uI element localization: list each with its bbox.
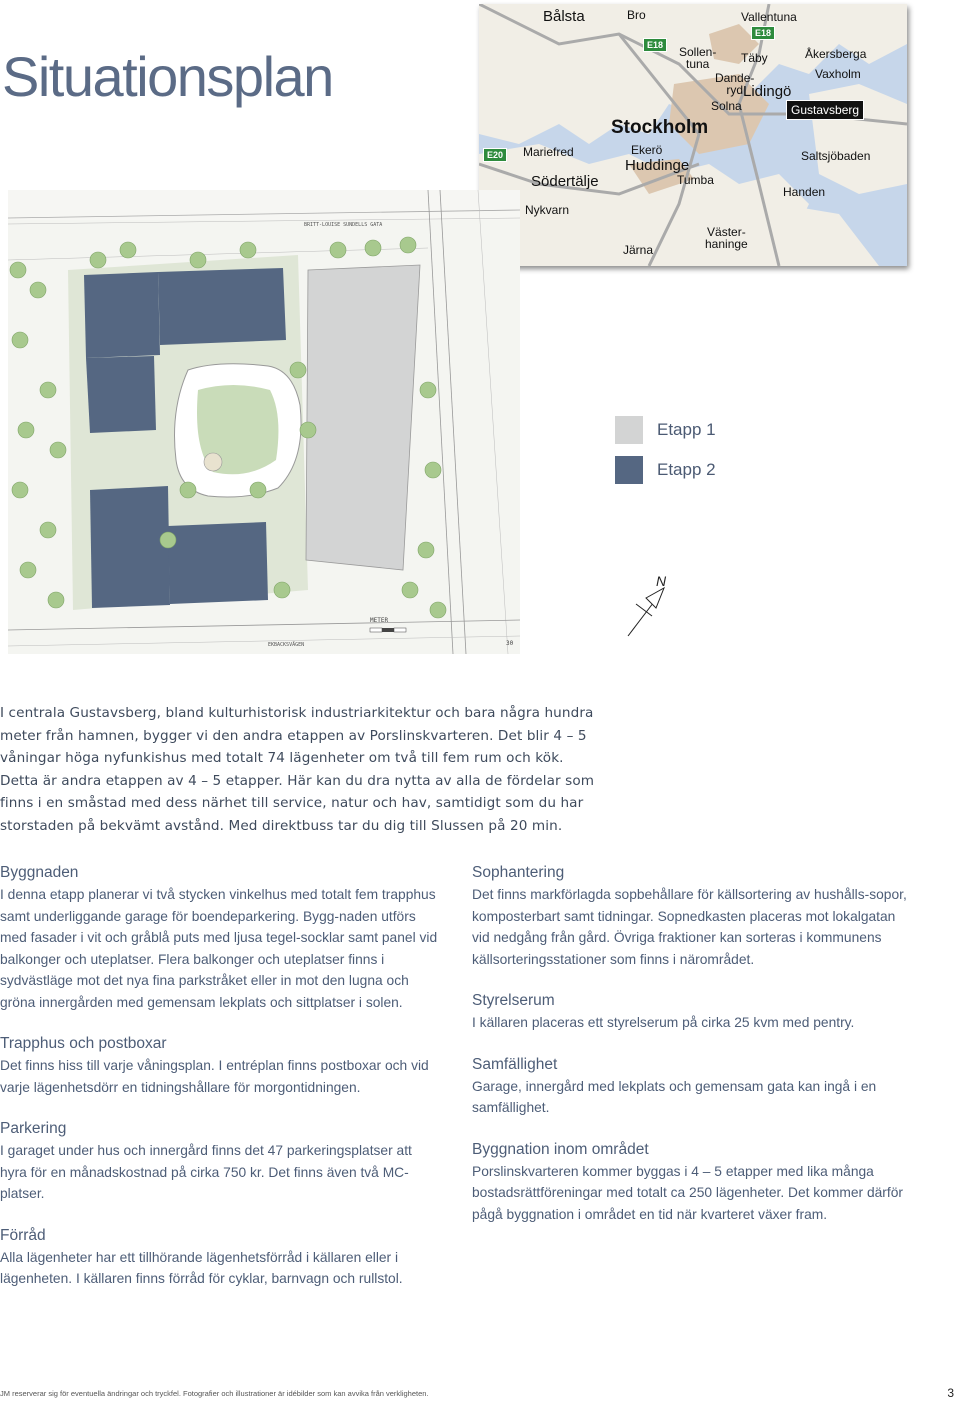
intro-paragraph: I centrala Gustavsberg, bland kulturhistorisk industriarkitektur och bara några hundra meter från hamnen, bygger vi den andra etappen av Porslinskvarteren. Det blir 4 – 5 våningar höga nyfunkishus med totalt 74 lägenheter om två till fem rum och kök. Detta är andra etappen av 4 – 5 etapper. Här kan du dra nytta av alla de fördelar som finns i en småstad med dess närhet till service, natur och hav, samtidigt som du har storstaden på bekvämt avstånd. Med direktbuss tar du dig till Slussen på 20 min. — [0, 705, 595, 834]
region-map — [479, 4, 907, 266]
scale-max: 30 — [506, 640, 514, 647]
tree-icon — [425, 462, 441, 478]
tree-icon — [160, 532, 176, 548]
section-heading: Samfällighet — [472, 1055, 558, 1073]
tree-icon — [274, 582, 290, 598]
tree-icon — [12, 482, 28, 498]
site-plan — [8, 190, 520, 654]
section-styrelserum — [472, 990, 908, 1034]
map-place-label: Södertälje — [531, 173, 599, 190]
road-badge: E20 — [483, 148, 507, 162]
map-place-label: Bro — [627, 8, 646, 22]
map-place-label: Dande- ryd — [715, 71, 755, 97]
map-place-label: Täby — [741, 51, 768, 65]
map-place-label: Vaxholm — [815, 67, 861, 81]
map-place-label: Bålsta — [543, 8, 585, 25]
section-body: I denna etapp planerar vi två stycken vinkelhus med totalt fem trapphus samt underliggande garage för boendeparkering. Bygg-naden utförs med fasader i vit och gråblå puts med ljusa tegel-socklar samt panel vid balkonger och uteplatser. Flera balkonger och uteplatser finns i sydvästläge mot det nya fina parkstråket eller in mot den lugna och gröna innergården med gemensam lekplats och sittplatser i solen. — [0, 887, 438, 1010]
gustavsberg-marker: Gustavsberg — [786, 100, 864, 120]
legend-etapp-2 — [615, 456, 716, 484]
tree-icon — [418, 542, 434, 558]
map-place-label: Huddinge — [625, 157, 690, 174]
map-place-label: Ekerö — [631, 143, 663, 157]
tree-icon — [10, 262, 26, 278]
section-parkering — [0, 1118, 440, 1205]
tree-icon — [402, 582, 418, 598]
tree-icon — [90, 252, 106, 268]
map-place-label: Saltsjöbaden — [801, 149, 871, 163]
page-title: Situationsplan — [2, 45, 333, 108]
map-place-label: Solna — [711, 99, 742, 113]
section-heading: Sophantering — [472, 864, 565, 881]
street-label: BRITT-LOUISE SUNDELLS GATA — [304, 222, 383, 228]
legend-label: Etapp 1 — [657, 420, 716, 439]
section-heading: Trapphus och postboxar — [0, 1035, 167, 1052]
tree-icon — [365, 240, 381, 256]
road-badge: E18 — [643, 38, 667, 52]
section-heading: Byggnation inom området — [472, 1140, 649, 1158]
map-place-label: Mariefred — [523, 145, 574, 159]
site-plan-drawing — [8, 190, 520, 654]
tree-icon — [180, 482, 196, 498]
map-place-label: Tumba — [677, 173, 714, 187]
tree-icon — [330, 242, 346, 258]
tree-icon — [40, 382, 56, 398]
north-arrow-icon — [616, 568, 676, 644]
tree-icon — [420, 382, 436, 398]
legend-etapp-1 — [615, 416, 716, 444]
section-heading: Parkering — [0, 1120, 67, 1137]
north-label: N — [656, 573, 667, 589]
section-body: Det finns hiss till varje våningsplan. I entréplan finns postboxar och vid varje lägenhetsdörr en tidningshållare för morgontidningen. — [0, 1058, 429, 1095]
map-place-label: Åkersberga — [805, 47, 867, 61]
map-place-label: Handen — [783, 185, 826, 199]
section-body: Alla lägenheter har ett tillhörande lägenhetsförråd i källaren eller i lägenheten. I källaren finns förråd för cyklar, barnvagn och rullstol. — [0, 1249, 403, 1286]
tree-icon — [40, 522, 56, 538]
section-body: Det finns markförlagda sopbehållare för källsortering av hushålls-sopor, komposterbart samt tidningar. Sopnedkasten placeras mot lokalgatan vid nedgång från gård. Övriga fraktioner kan sorteras i kommunens källsorteringsstationer som finns i närområdet. — [472, 887, 907, 967]
section-trapphus — [0, 1033, 440, 1098]
tree-icon — [430, 602, 446, 618]
map-place-label: Järna — [623, 243, 654, 257]
left-column — [0, 862, 440, 1310]
legend-swatch — [615, 416, 643, 444]
tree-icon — [120, 242, 136, 258]
tree-icon — [12, 332, 28, 348]
tree-icon — [48, 592, 64, 608]
road-badge: E18 — [751, 26, 775, 40]
tree-icon — [400, 237, 416, 253]
section-heading: Styrelserum — [472, 992, 555, 1009]
legend-swatch — [615, 456, 643, 484]
tree-icon — [290, 362, 306, 378]
disclaimer: JM reserverar sig för eventuella ändringar och tryckfel. Fotografier och illustrationer är idébilder som kan avvika från verkligheten. — [0, 1389, 429, 1398]
map-place-label: Sollen- tuna — [679, 45, 717, 71]
tree-icon — [50, 442, 66, 458]
scale-label: METER — [370, 617, 389, 624]
section-body: I källaren placeras ett styrelserum på cirka 25 kvm med pentry. — [472, 1015, 855, 1030]
section-byggnaden — [0, 862, 440, 1013]
tree-icon — [240, 242, 256, 258]
section-body: Porslinskvarteren kommer byggas i 4 – 5 etapper med lika många bostadsrättföreningar med totalt ca 250 lägenheter. Det kommer därför pågå byggnation i området en tid när kvarteret växer fram. — [472, 1163, 904, 1222]
section-sophantering — [472, 862, 908, 970]
legend-label: Etapp 2 — [657, 460, 716, 479]
tree-icon — [190, 252, 206, 268]
map-place-label: Vallentuna — [741, 10, 797, 24]
section-byggnation — [472, 1139, 908, 1226]
page-number: 3 — [947, 1386, 954, 1400]
map-place-label: Lidingö — [743, 83, 792, 100]
section-heading: Byggnaden — [0, 864, 79, 881]
section-body: Garage, innergård med lekplats och gemensam gata kan ingå i en samfällighet. — [472, 1078, 877, 1115]
map-place-label: Stockholm — [611, 117, 709, 138]
map-place-label: Nykvarn — [525, 203, 570, 217]
map-place-label: Väster- haninge — [705, 225, 748, 251]
tree-icon — [300, 422, 316, 438]
section-forrad — [0, 1225, 440, 1290]
road-label: EKBACKSVÄGEN — [268, 642, 305, 648]
right-column — [472, 862, 908, 1245]
section-body: I garaget under hus och innergård finns det 47 parkeringsplatser att hyra för en månadskostnad på cirka 750 kr. Det finns även två MC-platser. — [0, 1143, 412, 1201]
section-heading: Förråd — [0, 1226, 46, 1244]
tree-icon — [30, 282, 46, 298]
tree-icon — [18, 422, 34, 438]
tree-icon — [20, 562, 36, 578]
tree-icon — [250, 482, 266, 498]
section-samfallighet — [472, 1054, 908, 1119]
